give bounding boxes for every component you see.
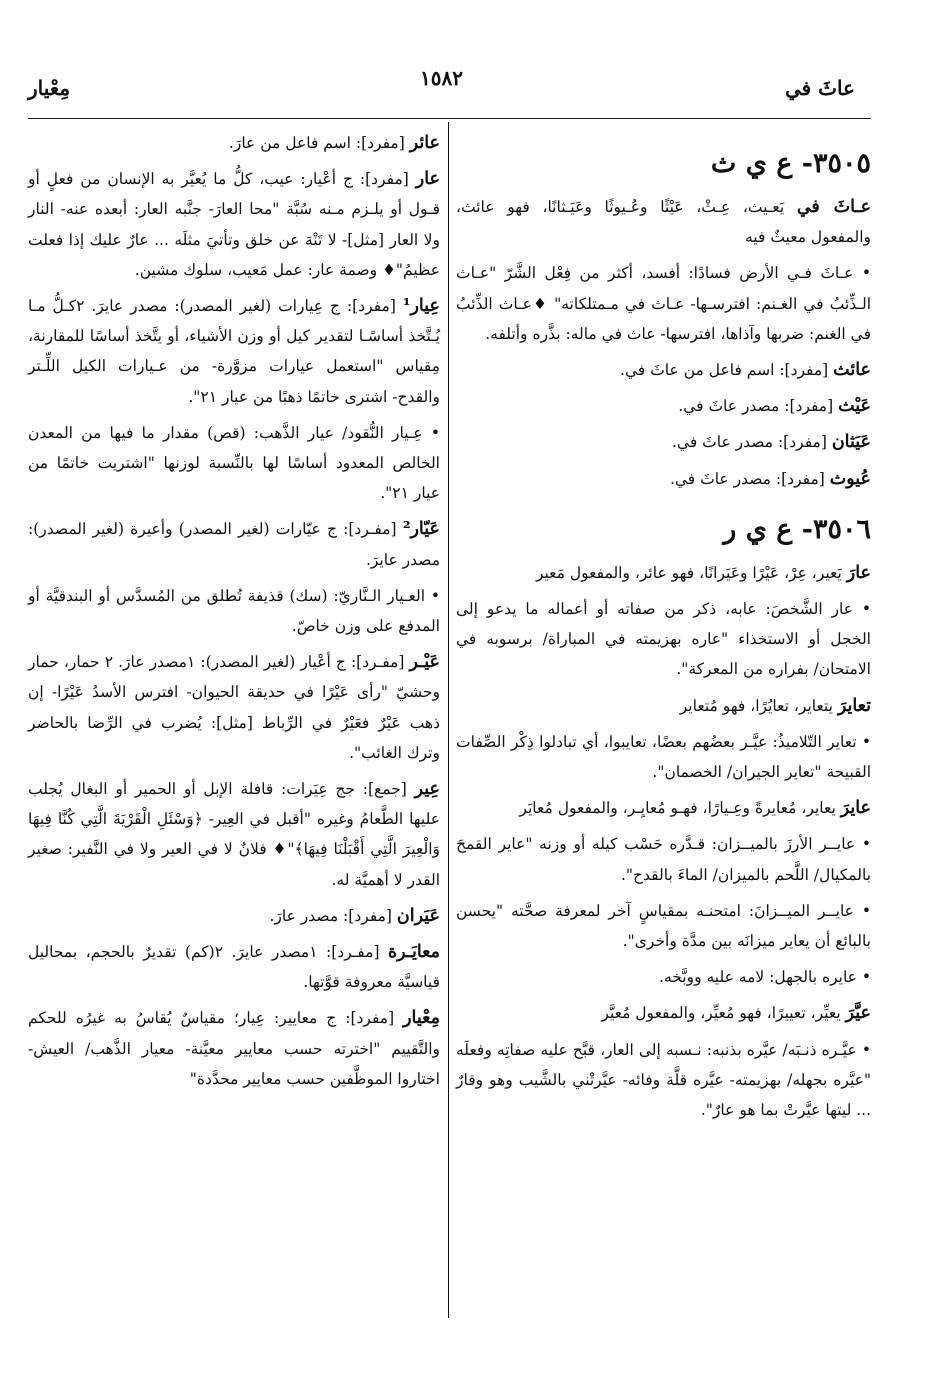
dictionary-entry [28,164,440,285]
entry-headword: عِير [414,779,440,800]
entry-definition: يعيِّر، تعييرًا، فهو مُعيِّر، والمفعول مُعيَّر [601,1004,846,1023]
entry-headword: عَيّار² [402,519,440,540]
entry-definition: • عـاثَ فـي الأرض فسادًا: أفسد، أكثر من فِعْل الشَّرّ "عـاث الـذِّئبُ في الغـنم: افترسـها- عـاث في مـمتلكاته" ♦عـاث الذِّئبُ في الغنم: ضربها وآذاها، افترسها- عاث في ماله: بذَّره وأتلفه. [456,264,871,343]
dictionary-entry [456,793,871,823]
entry-definition: [مفرد]: مصدر عاثَ في. [669,469,830,488]
dictionary-entry [456,558,871,588]
dictionary-entry [456,258,871,349]
dictionary-entry [456,829,871,889]
dictionary-entry [28,1003,440,1094]
dictionary-entry [28,647,440,768]
entry-headword: عَيْث [838,396,871,417]
entry-headword: عايرَ [840,798,871,819]
entry-definition: • عايــر الميــزانَ: امتحنـه بمقياسٍ آخر لمعرفة صحَّته "يحسن بالبائع أن يعاير ميزانَه بين مدَّة وأخرى". [456,901,871,951]
root-heading: ٣٥٠٥- ع ي ث [710,148,871,179]
entry-definition: [جمع]: جج عِيَرات: قافلة الإبل أو الحمير أو البغال يُجلب عليها الطَّعامُ وغيره "أقبل في العِير- ﴿وَسْئَلِ الْقَرْيَةَ الَّتِي كُنَّا فِيهَا وَالْعِيرَ الَّتِي أَقْبَلْنَا فِيهَا﴾"♦ فلانٌ لا في العير ولا في النَّفير: صغير القدر لا أهميَّة له. [28,780,440,889]
entry-definition: • عايره بالجهل: لامه عليه ووبَّخه. [659,968,871,987]
dictionary-entry [28,937,440,997]
entry-definition: [مفرد]: ج أعْيار: عيب، كلُّ ما يُعيَّر به الإنسان من فعلٍ أو قـول أو يلـزم مـنه سُبَّة "محا العارَ- جنَّبه العار: أبعده عنه- النار ولا العار [مثل]- لا تَنْهَ عن خلق وتأتيَ مثلَه ... عارٌ عليك إذا فعلت عظيمُ"♦ وصمة عار: عمل مَعيب، سلوك مشين. [28,170,440,279]
root-heading: ٣٥٠٦- ع ي ر [723,513,871,545]
dictionary-entry [456,427,871,457]
entry-headword: عارَ [846,562,871,583]
entry-definition: [مفرد]: ج معايير: عِيار؛ مقياسٌ يُقاسُ به غيرُه للحكم والتَّقييم "اخترته حسب معايير معيَّنة- معيار الذَّهب/ العيش- اختاروا الموظَّفين حسب معايير محدَّدة" [28,1009,440,1088]
entry-definition: [مفرد]: مصدر عارَ. [269,906,397,925]
entry-definition: [مفـرد]: ج أعْيار (لغير المصدر): ١مصدر عارَ. ٢ حمار، حمار وحشيّ "رأى عَيْرًا في حديقة الحيوان- افترس الأسدُ عَيْرًا- إن ذهب عَيْرٌ فعَيْرٌ في الرِّباط [مثل]: يُضرب في الرِّضا بالحاضر وترك الغائب". [28,653,440,762]
entry-definition: • عيَّـره ذنـبَه/ عيَّره بذنبه: نـسبه إلى العار، قبَّح عليه صفاتِه وفعلَه "عيَّره بجهله/ بهزيمته- عيَّره قلَّة وفائه- عيَّرتْني بالشَّيب وهو وقارٌ ... ليتها عيَّرتْ بما هو عارٌ". [456,1040,871,1120]
entry-definition: يَعير، عِرْ، عَيْرًا وعَيَرانًا، فهو عائر، والمفعول مَعير [535,563,847,582]
entry-headword: عائث [833,360,871,381]
dictionary-entry [456,464,871,494]
dictionary-entry [456,192,871,252]
entry-definition: • عايــر الأرزَ بالميــزان: قـدَّره حَسْب كيله أو وزنه "عاير القمحَ بالمكيال/ اللَّحم بالميزان/ الماءَ بالقدح". [456,835,871,884]
entry-headword: عار [415,169,440,190]
entry-definition: [مفرد]: مصدر عاثَ في. [678,397,839,416]
entry-definition: • عار الشَّخصَ: عابه، ذكر من صفاته أو أعماله ما يدعو إلى الخجل أو الاستخذاء "عاره بهزيمته في المباراة/ برسوبه في الامتحان/ بفراره من المعركة". [456,600,871,679]
entry-headword: مِعْيار [403,1008,440,1029]
dictionary-entry [456,355,871,385]
entry-headword: عُيوث [829,468,871,489]
dictionary-entry [456,896,871,956]
dictionary-entry [28,291,440,412]
dictionary-entry [456,998,871,1028]
page-number: ١٥٨٢ [420,66,463,90]
column-divider [448,122,449,1318]
entry-definition: يعاير، مُعايرةً وعِـيارًا، فهـو مُعايِـر، والمفعول مُعايَر [519,799,841,818]
entry-headword: عـاثَ في [796,197,872,217]
dictionary-entry [28,901,440,931]
entry-headword: معايَـرة [388,942,440,963]
entry-headword: عيَّرَ [845,1003,871,1024]
entry-definition: يَعـيث، عِـثْ، عَيْثًا وعُـيوثًا وعَيَـثانًا، فهو عائث، والمفعول معيثٌ فيه [456,198,871,247]
entry-headword: تعايرَ [837,695,871,716]
dictionary-entry [456,727,871,787]
dictionary-entry [456,691,871,721]
entry-definition: • العـيار الـنَّاريّ: (سك) قذيفة تُطلق من المُسدَّس أو البندقيَّة أو المدفع على وزن خاصّ. [28,586,440,636]
dictionary-entry [456,594,871,685]
dictionary-entry [28,128,440,158]
entry-definition: [مفرد]: اسم فاعل من عارَ. [228,134,410,152]
entry-headword: عائر [409,133,440,153]
entry-headword: عَيْـر [409,652,440,673]
entry-definition: • عِـيار النُّقود/ عيار الذَّهب: (قص) مقدار ما فيها من المعدن الخالص المعدود أساسًا لها بالنِّسبة لوزنها "اشتريت خاتمًا من عيار ٢١". [28,423,440,503]
entry-headword: عَيَران [396,905,440,926]
entry-definition: • تعاير التّلاميذُ: عيَّـر بعضُهم بعضًا، تعايبوا، أي تبادلوا ذِكْر الصِّفات القبيحة "تعاير الجيران/ الخصمان". [456,732,871,782]
page-header [28,66,855,106]
dictionary-entry [456,1035,871,1126]
entry-headword: عَيَثان [831,432,871,453]
dictionary-entry [28,418,440,509]
dictionary-entry [28,581,440,641]
left-column [28,128,440,1100]
entry-definition: يتعاير، تعايُرًا، فهو مُتعاير [679,696,838,715]
entry-definition: [مفـرد]: ج عيّارات (لغير المصدر) وأعيرة (لغير المصدر): مصدر عايرَ. [28,520,440,569]
dictionary-entry [456,962,871,992]
entry-definition: [مفـرد]: ١مصدر عايرَ. ٢(كم) تقديرٌ بالحجم، بمحاليل قياسيَّة معروفة قوَّتها. [28,943,440,992]
entry-headword: عِيار¹ [402,296,440,317]
entry-definition: [مفرد]: مصدر عاثَ في. [672,433,832,452]
entry-definition: [مفرد]: ج عِيارات (لغير المصدر): مصدر عايرَ. ٢كـلُّ مـا يُـتَّخذ أساسًـا لتقدير كيل أو وزن الأشياء، أو يتَّخذ أساسًا للمقارنة، مِقياس "استعمل عيارات مزوَّرة- من عـيارات الكيل اللِّـتر والقدح- اشترى خاتمًا ذهبًا من عيار ٢١". [28,297,440,406]
dictionary-entry [28,774,440,895]
entry-definition: [مفرد]: اسم فاعل من عاثَ في. [620,361,834,380]
header-first-entry: عاثَ في [784,76,855,100]
dictionary-entry [456,391,871,421]
right-column [456,128,871,1131]
header-last-entry: مِعْيار [28,76,71,100]
dictionary-entry [28,514,440,574]
header-rule [28,118,871,119]
